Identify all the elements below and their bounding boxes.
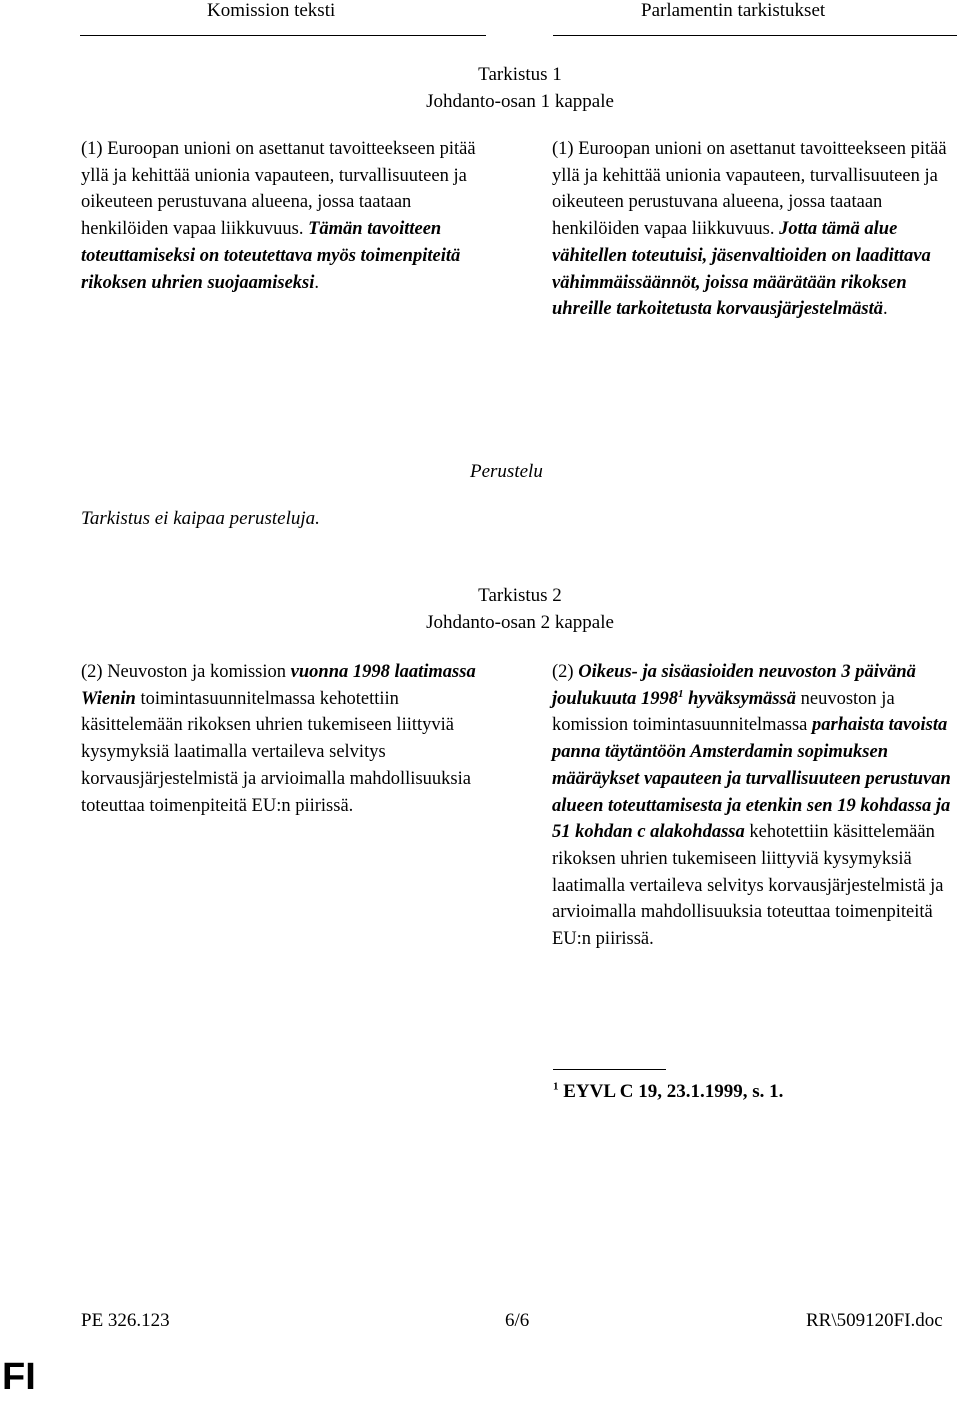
amendment-2-title: Tarkistus 2	[478, 585, 562, 606]
amendment-1-commission-text	[81, 136, 491, 296]
header-right-label: Parlamentin tarkistukset	[641, 0, 826, 21]
commission-2-plain-2: toimintasuunnitelmassa kehotettiin käsittelemään rikoksen uhrien tukemiseen liittyviä kysymyksiä laatimalla vertaileva selvitys korvausjärjestelmistä ja arvioimalla mahdollisuuksia toteuttaa toimenpiteitä EU:n piirissä.	[81, 688, 471, 816]
parliament-2-emphasis-3: parhaista tavoista panna täytäntöön Amsterdamin sopimuksen määräykset vapauteen ja turvallisuuteen perustuvan alueen toteuttamisesta ja etenkin sen 19 kohdassa ja 51 kohdan c alakohdassa	[552, 715, 951, 843]
parliament-plain-text: (1) Euroopan unioni on asettanut tavoitteekseen pitää yllä ja kehittää unionia vapauteen, turvallisuuteen ja oikeuteen perustuvana alueena, jossa taataan henkilöiden vapaa liikkuvuus.	[552, 139, 947, 240]
header-left-label: Komission teksti	[207, 0, 336, 21]
footer-reference: PE 326.123	[81, 1310, 170, 1331]
commission-2-emphasis: vuonna 1998 laatimassa Wienin	[81, 662, 476, 709]
amendment-2-subtitle: Johdanto-osan 2 kappale	[426, 612, 614, 633]
footer-page-number: 6/6	[505, 1310, 530, 1331]
parliament-2-plain-1: (2)	[552, 662, 579, 682]
commission-emphasis-text: Tämän tavoitteen toteuttamiseksi on toteutettava myös toimenpiteitä rikoksen uhrien suojaamiseksi	[81, 219, 461, 293]
footnote-rule	[553, 1069, 666, 1070]
parliament-2-emphasis-2: hyväksymässä	[683, 688, 796, 709]
amendment-2-parliament-text	[552, 659, 960, 953]
parliament-end-text: .	[882, 299, 888, 320]
commission-plain-text: (1) Euroopan unioni on asettanut tavoitteekseen pitää yllä ja kehittää unionia vapauteen, turvallisuuteen ja oikeuteen perustuvana alueena, jossa taataan henkilöiden vapaa liikkuvuus.	[81, 139, 476, 240]
commission-2-plain-1: (2) Neuvoston ja komission	[81, 662, 291, 682]
commission-end-text: .	[314, 272, 319, 293]
justification-text: Tarkistus ei kaipaa perusteluja.	[81, 508, 320, 529]
header-left-rule	[80, 35, 486, 36]
header-right-rule	[553, 35, 957, 36]
footnote	[553, 1081, 783, 1103]
amendment-1-title: Tarkistus 1	[478, 64, 562, 85]
parliament-2-emphasis-1: Oikeus- ja sisäasioiden neuvoston 3 päivänä joulukuuta 1998	[552, 662, 916, 709]
footnote-marker: 1	[553, 1080, 559, 1093]
amendment-1-subtitle: Johdanto-osan 1 kappale	[426, 91, 614, 112]
footnote-reference: 1	[677, 687, 684, 700]
parliament-2-plain-2: neuvoston ja komission toimintasuunnitelmassa	[552, 688, 895, 736]
footnote-text: EYVL C 19, 23.1.1999, s. 1.	[558, 1081, 784, 1102]
parliament-2-plain-3: kehotettiin käsittelemään rikoksen uhrien tukemiseen liittyviä kysymyksiä laatimalla vertaileva selvitys korvausjärjestelmistä ja arvioimalla mahdollisuuksia toteuttaa toimenpiteitä EU:n piirissä.	[552, 822, 944, 950]
parliament-emphasis-text: Jotta tämä alue vähitellen toteutuisi, jäsenvaltioiden on laadittava vähimmäissäännöt, joissa määrätään rikoksen uhreille tarkoitetusta korvausjärjestelmästä	[552, 219, 931, 320]
justification-heading: Perustelu	[470, 461, 543, 482]
amendment-1-parliament-text	[552, 136, 960, 323]
footer-language-code: FI	[2, 1356, 36, 1398]
footer-document-name: RR\509120FI.doc	[806, 1310, 943, 1331]
amendment-2-commission-text	[81, 659, 481, 819]
